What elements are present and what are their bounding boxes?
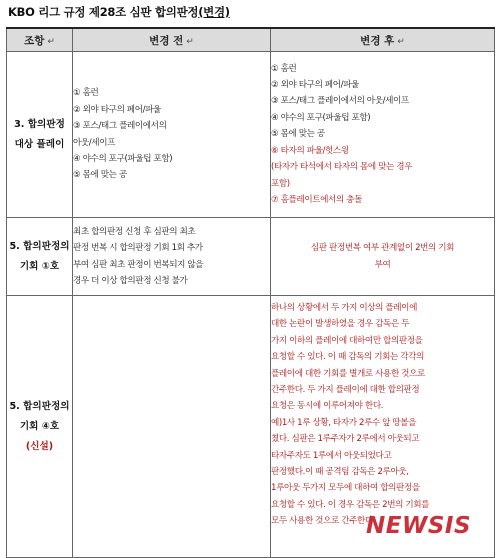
line: ⑦ 홈플레이트에서의 충돌 — [271, 194, 362, 205]
row2-after — [271, 218, 495, 296]
table-row — [7, 218, 495, 296]
header-before: 변경 전 ↵ — [73, 28, 271, 52]
line: 플레이에 대한 기회를 별개로 사용한 것으로 — [271, 368, 425, 379]
line: 요청은 동시에 이루어져야 한다. — [271, 401, 384, 412]
row1-before — [73, 52, 271, 218]
line: ③ 포스/태그 플레이에서의 — [73, 121, 167, 132]
line: 심판 판정번복 여부 관계없이 2번의 기회 — [310, 243, 455, 254]
line: 최초 합의판정 신청 후 심판의 최초 — [73, 226, 196, 237]
row3-label: 5. 합의판정의 기회 ④호 (신설) — [7, 296, 73, 558]
line: 1루아웃 두가지 모두에 대하여 합의판정을 — [271, 483, 420, 494]
header-article: 조항 ↵ — [7, 28, 73, 52]
regulation-table — [6, 27, 495, 558]
line: 부여 심판 최초 판정이 번복되지 않을 — [73, 259, 204, 270]
line: 하나의 상황에서 두 가지 이상의 플레이에 — [271, 303, 417, 313]
line: ③ 포스/태그 플레이에서의 아웃/세이프 — [271, 96, 409, 107]
row1-after — [271, 52, 495, 218]
document-title — [8, 4, 230, 20]
table-row — [7, 52, 495, 218]
line: 요청할 수 있다. 이 경우 감독은 2번의 기회를 — [271, 499, 430, 510]
line: 부여 — [374, 259, 391, 270]
line: 대한 논란이 발생하였을 경우 감독은 두 — [271, 319, 410, 330]
line: ① 홈런 — [73, 88, 99, 99]
row2-label: 5. 합의판정의 기회 ①호 — [7, 218, 73, 296]
line: 판정했다.이 때 공격팀 감독은 2루아웃, — [271, 467, 409, 478]
newsis-watermark: NEWSIS — [366, 513, 472, 539]
line: ④ 야수의 포구(파울팁 포함) — [73, 153, 173, 164]
line: ① 홈런 — [271, 63, 297, 74]
line: (타자가 타석에서 타자의 몸에 맞는 경우 — [271, 162, 413, 173]
line: 예)1사 1루 상황, 타자가 2루수 앞 땅볼을 — [271, 417, 417, 428]
line: 간주한다. 두 가지 플레이에 대한 합의판정 — [271, 385, 420, 396]
line: ⑤ 몸에 맞는 공 — [271, 129, 325, 140]
title-suffix: (변경) — [198, 5, 230, 19]
row2-before — [73, 218, 271, 296]
line: ② 외야 타구의 페어/파울 — [271, 80, 359, 91]
row3-before-empty — [73, 296, 271, 558]
line: ② 외야 타구의 페어/파울 — [73, 104, 161, 115]
line: 쳤다. 심판은 1루주자가 2루에서 아웃되고 — [271, 434, 420, 445]
row1-label: 3. 합의판정 대상 플레이 — [7, 52, 73, 218]
line: 경우 더 이상 합의판정 신청 불가 — [73, 275, 188, 286]
line: 요청할 수 있다. 이 때 감독의 기회는 각각의 — [271, 352, 424, 363]
line: ④ 야수의 포구(파울팁 포함) — [271, 112, 371, 123]
line: 아웃/세이프 — [73, 137, 116, 148]
line: ⑤ 몸에 맞는 공 — [73, 170, 127, 181]
title-text: KBO 리그 규정 제28조 심판 합의판정 — [8, 5, 199, 19]
line: ⑥ 타자의 파울/헛스윙 — [271, 145, 349, 156]
header-row — [7, 28, 495, 52]
line: 가지 이하의 플레이에 대하여만 합의판정을 — [271, 335, 423, 346]
line: 타자주자도 1루에서 아웃되었다고 — [271, 450, 392, 461]
line: 모두 사용한 것으로 간주한다. — [271, 516, 376, 527]
line: 판정 번복 시 합의판정 기회 1회 추가 — [73, 243, 203, 254]
line: 포함) — [271, 178, 290, 189]
header-after: 변경 후 ↵ — [271, 28, 495, 52]
